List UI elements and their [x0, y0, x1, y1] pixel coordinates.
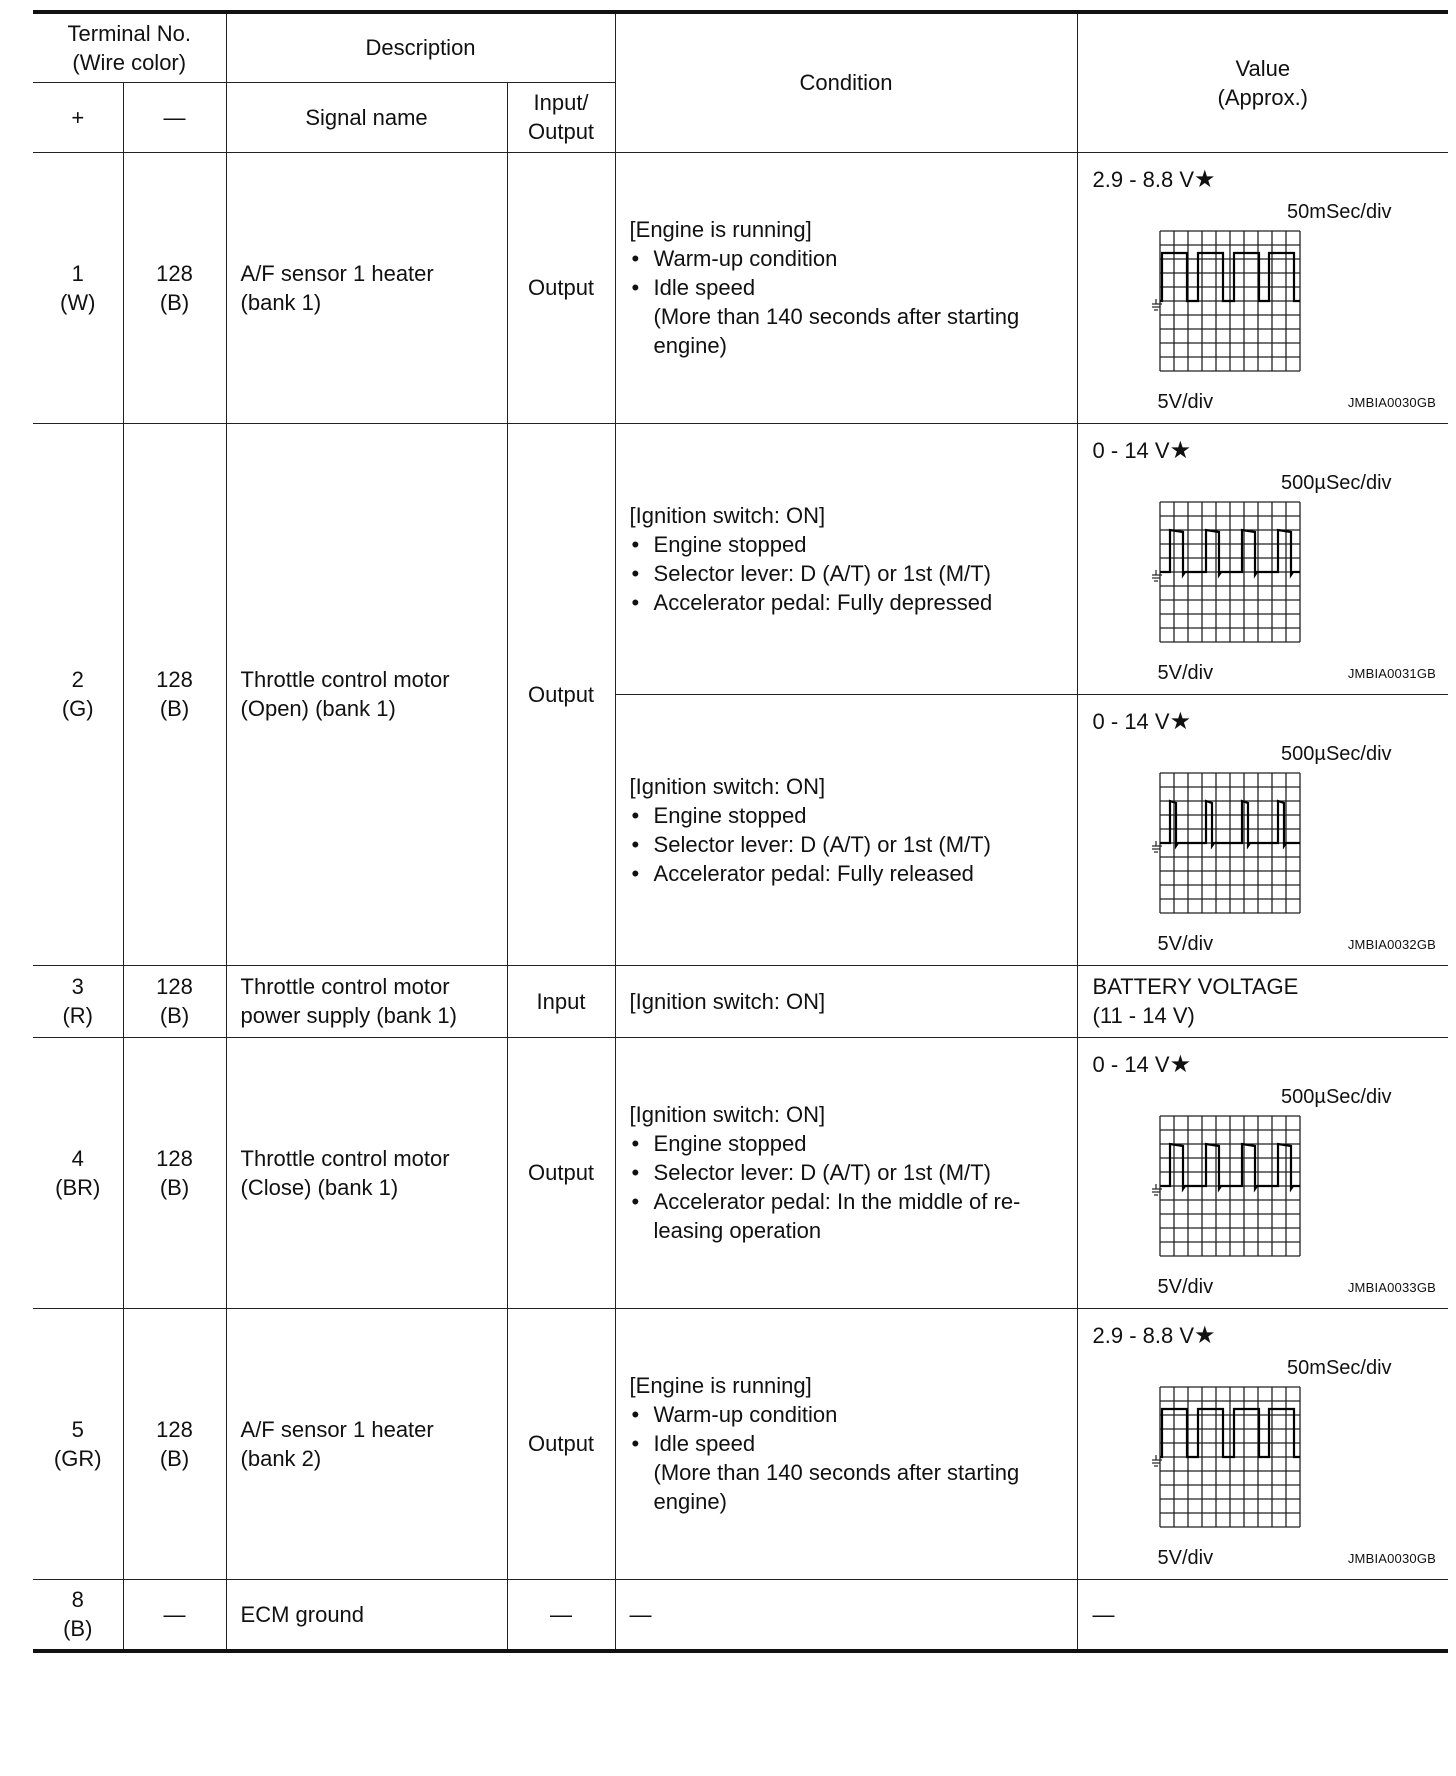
- io-label-line2: Output: [528, 119, 595, 144]
- wire-color: (B): [159, 1003, 190, 1028]
- signal-name-line: A/F sensor 1 heater: [240, 260, 434, 286]
- terminal-number: 128: [156, 1145, 193, 1171]
- wire-color: (B): [63, 1616, 93, 1642]
- value-line: BATTERY VOLTAGE: [1092, 974, 1299, 999]
- terminal-number: 128: [156, 260, 193, 286]
- io-header: [507, 82, 615, 152]
- minus-terminal-cell: [123, 965, 226, 1037]
- condition-bullet: • Selector lever: D (A/T) or 1st (M/T): [630, 1158, 1071, 1187]
- minus-header: —: [123, 82, 226, 152]
- condition-bullet: • Engine stopped: [630, 801, 1071, 830]
- time-division-label: 50mSec/div: [1287, 200, 1392, 223]
- condition-bullet: • Idle speed: [630, 1429, 1071, 1458]
- ecm-terminal-table: [33, 10, 1448, 1653]
- signal-name-line: (bank 2): [240, 1445, 322, 1471]
- plus-terminal-cell: [33, 423, 123, 965]
- wire-color: (W): [60, 289, 96, 315]
- terminal-no-label: Terminal No.: [67, 20, 191, 46]
- io-cell: —: [507, 1579, 615, 1651]
- value-line: (11 - 14 V): [1092, 1003, 1195, 1028]
- star-icon: ★: [1194, 165, 1216, 193]
- wire-color-label: (Wire color): [72, 49, 187, 75]
- signal-name-cell: [226, 965, 507, 1037]
- plus-terminal-cell: [33, 1579, 123, 1651]
- io-cell: Input: [507, 965, 615, 1037]
- time-division-label: 500µSec/div: [1281, 742, 1392, 765]
- terminal-number: 4: [71, 1145, 84, 1171]
- terminal-number: 1: [71, 260, 84, 286]
- condition-cell: [615, 965, 1077, 1037]
- condition-heading: [Engine is running]: [629, 217, 812, 242]
- waveform-voltage-range: [1093, 165, 1216, 194]
- voltage-range-text: 0 - 14 V: [1092, 1051, 1170, 1077]
- wire-color: (BR): [55, 1174, 101, 1200]
- plus-terminal-cell: [33, 1037, 123, 1308]
- table-row: [33, 423, 1448, 694]
- waveform-voltage-range: [1093, 436, 1192, 465]
- terminal-number: 5: [71, 1416, 84, 1442]
- oscilloscope-waveform: [1152, 1381, 1312, 1541]
- value-cell: [1077, 965, 1448, 1037]
- value-cell: —: [1077, 1579, 1448, 1651]
- table-row: [33, 1579, 1448, 1651]
- terminal-table-container: [33, 10, 1448, 1653]
- minus-terminal-cell: [123, 423, 226, 965]
- condition-heading: [Ignition switch: ON]: [629, 988, 826, 1014]
- condition-cell: [615, 152, 1077, 423]
- figure-code: JMBIA0030GB: [1347, 1550, 1437, 1566]
- minus-terminal-cell: [123, 1308, 226, 1579]
- voltage-range-text: 0 - 14 V: [1092, 437, 1170, 463]
- signal-name-cell: [226, 152, 507, 423]
- star-icon: ★: [1169, 1050, 1192, 1078]
- header-row-1: [33, 12, 1448, 82]
- condition-heading: [Ignition switch: ON]: [629, 1102, 826, 1127]
- oscilloscope-waveform: [1152, 496, 1312, 656]
- condition-bullet: • Warm-up condition: [630, 244, 1071, 273]
- volt-division-label: 5V/div: [1157, 661, 1214, 684]
- waveform-value-cell: [1077, 152, 1448, 423]
- wire-color: (B): [159, 1445, 190, 1471]
- terminal-no-header: [33, 12, 226, 82]
- oscilloscope-waveform: [1152, 225, 1312, 385]
- condition-bullet: • Accelerator pedal: In the middle of re-: [630, 1187, 1071, 1216]
- signal-name-cell: [226, 423, 507, 965]
- waveform-value-cell: [1077, 1308, 1448, 1579]
- minus-terminal-cell: [123, 1037, 226, 1308]
- voltage-range-text: 2.9 - 8.8 V: [1092, 166, 1195, 192]
- terminal-number: 3: [71, 974, 84, 999]
- terminal-number: 128: [156, 1416, 193, 1442]
- condition-bullet: • Accelerator pedal: Fully released: [630, 859, 1071, 888]
- minus-terminal-cell: —: [123, 1579, 226, 1651]
- condition-heading: [Ignition switch: ON]: [629, 773, 826, 799]
- terminal-number: 8: [71, 1587, 84, 1613]
- waveform-voltage-range: [1093, 1050, 1192, 1079]
- volt-division-label: 5V/div: [1157, 1546, 1214, 1569]
- value-approx-label: (Approx.): [1217, 84, 1309, 110]
- waveform-voltage-range: [1093, 707, 1192, 736]
- io-cell: Output: [507, 1037, 615, 1308]
- wire-color: (G): [61, 696, 94, 721]
- value-label: Value: [1235, 55, 1291, 81]
- time-division-label: 500µSec/div: [1281, 1085, 1392, 1108]
- condition-note: (More than 140 seconds after starting: [653, 1460, 1020, 1485]
- figure-code: JMBIA0033GB: [1347, 1279, 1437, 1295]
- io-cell: Output: [507, 423, 615, 965]
- waveform-value-cell: [1077, 1037, 1448, 1308]
- plus-terminal-cell: [33, 965, 123, 1037]
- time-division-label: 500µSec/div: [1281, 471, 1392, 494]
- condition-heading: [Ignition switch: ON]: [629, 502, 826, 528]
- figure-code: JMBIA0031GB: [1347, 665, 1437, 681]
- signal-name-line: Throttle control motor: [240, 1145, 450, 1171]
- signal-name-line: Throttle control motor: [240, 974, 450, 999]
- condition-header: Condition: [615, 12, 1077, 152]
- waveform-value-cell: [1077, 423, 1448, 694]
- terminal-number: 128: [156, 667, 193, 692]
- condition-cell: [615, 1037, 1077, 1308]
- signal-name-line: (Open) (bank 1): [240, 696, 396, 721]
- figure-code: JMBIA0030GB: [1347, 394, 1437, 410]
- io-cell: Output: [507, 1308, 615, 1579]
- table-row: [33, 965, 1448, 1037]
- plus-terminal-cell: [33, 152, 123, 423]
- wire-color: (GR): [53, 1445, 102, 1471]
- waveform-value-cell: [1077, 694, 1448, 965]
- star-icon: ★: [1169, 707, 1192, 735]
- condition-bullet: • Engine stopped: [630, 530, 1071, 559]
- condition-bullet: • Warm-up condition: [630, 1400, 1071, 1429]
- oscilloscope-waveform: [1152, 767, 1312, 927]
- volt-division-label: 5V/div: [1157, 932, 1214, 955]
- wire-color: (B): [159, 696, 190, 721]
- wire-color: (R): [62, 1003, 94, 1028]
- condition-cell: [615, 423, 1077, 694]
- table-row: [33, 1037, 1448, 1308]
- condition-bullet: • Idle speed: [630, 273, 1071, 302]
- wire-color: (B): [159, 289, 190, 315]
- volt-division-label: 5V/div: [1157, 1275, 1214, 1298]
- minus-terminal-cell: [123, 152, 226, 423]
- condition-bullet: • Engine stopped: [630, 1129, 1071, 1158]
- plus-terminal-cell: [33, 1308, 123, 1579]
- terminal-number: 2: [71, 667, 84, 692]
- condition-cell: [615, 1308, 1077, 1579]
- condition-cell: —: [615, 1579, 1077, 1651]
- signal-name-cell: ECM ground: [226, 1579, 507, 1651]
- signal-name-cell: [226, 1037, 507, 1308]
- table-row: [33, 152, 1448, 423]
- voltage-range-text: 2.9 - 8.8 V: [1092, 1322, 1195, 1348]
- terminal-number: 128: [156, 974, 193, 999]
- star-icon: ★: [1194, 1321, 1216, 1349]
- description-header: Description: [226, 12, 615, 82]
- condition-note: engine): [653, 333, 727, 358]
- condition-note: (More than 140 seconds after starting: [653, 304, 1020, 329]
- wire-color: (B): [159, 1174, 190, 1200]
- signal-name-line: (bank 1): [240, 289, 322, 315]
- oscilloscope-waveform: [1152, 1110, 1312, 1270]
- condition-bullet: • Selector lever: D (A/T) or 1st (M/T): [630, 830, 1071, 859]
- signal-name-header: Signal name: [226, 82, 507, 152]
- signal-name-line: power supply (bank 1): [240, 1003, 457, 1028]
- voltage-range-text: 0 - 14 V: [1092, 708, 1170, 734]
- condition-note: leasing operation: [653, 1218, 822, 1243]
- figure-code: JMBIA0032GB: [1347, 936, 1437, 952]
- plus-header: +: [33, 82, 123, 152]
- condition-heading: [Engine is running]: [629, 1373, 812, 1398]
- condition-bullet: • Selector lever: D (A/T) or 1st (M/T): [630, 559, 1071, 588]
- signal-name-line: (Close) (bank 1): [240, 1174, 399, 1200]
- time-division-label: 50mSec/div: [1287, 1356, 1392, 1379]
- waveform-voltage-range: [1093, 1321, 1216, 1350]
- signal-name-line: Throttle control motor: [240, 667, 450, 692]
- signal-name-line: A/F sensor 1 heater: [240, 1416, 434, 1442]
- signal-name-cell: [226, 1308, 507, 1579]
- star-icon: ★: [1169, 436, 1192, 464]
- io-cell: Output: [507, 152, 615, 423]
- condition-cell: [615, 694, 1077, 965]
- volt-division-label: 5V/div: [1157, 390, 1214, 413]
- condition-bullet: • Accelerator pedal: Fully depressed: [630, 588, 1071, 617]
- table-row: [33, 1308, 1448, 1579]
- condition-note: engine): [653, 1489, 727, 1514]
- value-header: [1077, 12, 1448, 152]
- io-label-line1: Input/: [533, 90, 589, 115]
